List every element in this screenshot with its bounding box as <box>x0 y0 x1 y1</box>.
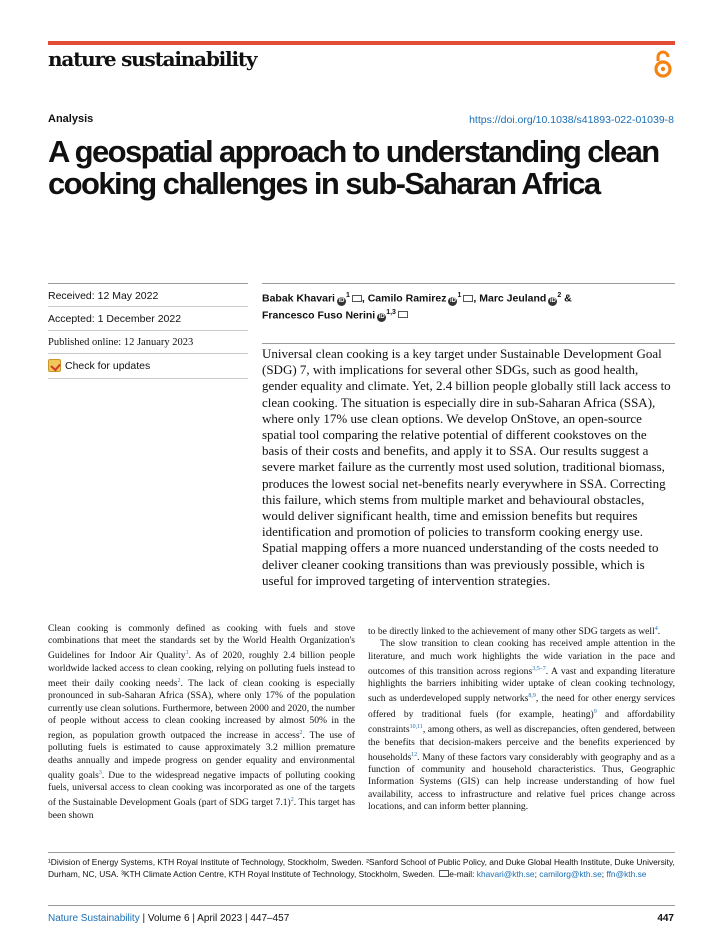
divider <box>48 330 248 331</box>
citation-ref[interactable]: 9 <box>593 708 597 715</box>
affiliation-ref: 2 <box>557 292 562 299</box>
citation-ref[interactable]: 2 <box>290 797 294 804</box>
journal-footer: Nature Sustainability | Volume 6 | April 2023 | 447–457 <box>48 913 290 924</box>
email-link[interactable]: camilorg@kth.se <box>539 869 602 879</box>
citation-ref[interactable]: 2 <box>177 678 181 684</box>
received-date: Received: 12 May 2022 <box>48 290 159 302</box>
orcid-icon[interactable]: iD <box>338 297 345 304</box>
divider <box>48 283 248 284</box>
citation-ref[interactable]: 8,9 <box>528 693 536 700</box>
affiliation-ref: 1 <box>345 292 350 299</box>
email-icon[interactable] <box>463 295 473 302</box>
orcid-icon[interactable]: iD <box>378 314 385 320</box>
citation-ref[interactable]: 3 <box>98 769 102 776</box>
email-icon[interactable] <box>398 311 408 318</box>
email-icon <box>439 870 449 877</box>
page-number: 447 <box>657 913 674 924</box>
top-accent-bar <box>48 41 675 45</box>
body-paragraph: Clean cooking is commonly defined as cooking with fuels and stove combinations that meet the standards set by the World Health Organization's Guidelines for Indoor Air Quality$^1$. As of 2020, roughly 2.4 billion people worldwide lacked access to clean cooking, relying on polluting fuels instead to meet their daily cooking needs$^2$. The lack of clean cooking is especially pronounced in sub-Saharan Africa (SSA), where only 17% of the population currently use clean solutions. Furthermore, between 2000 and 2020, the number of people without access to clean cooking increased by almost 50% in the region, as population growth outpaced the increase in access$^2$. The use of polluting fuels is estimated to cause approximately 3.2 million premature deaths annually and impede progress on gender equality and environmental quality goals$^3$. Due to the widespread negative impacts of polluting cooking fuels, universal access to clean cooking was incorporated as one of the targets of the Sustainable Development Goals (part of SDG target 7.1)$^2$. This target has been shown <box>48 623 356 821</box>
article-type: Analysis <box>48 113 94 125</box>
divider <box>48 852 675 853</box>
article-title: A geospatial approach to understanding clean cooking challenges in sub-Saharan Africa <box>48 134 659 201</box>
orcid-icon[interactable]: iD <box>549 297 556 304</box>
journal-footer-name[interactable]: Nature Sustainability <box>48 913 140 924</box>
abstract: Universal clean cooking is a key target under Sustainable Development Goal (SDG) 7, with implications for several other SDGs, such as good health, gender equality and climate. Yet, 2.4 billion people globally still lack access to clean cooking. The situation is especially dire in sub-Saharan Africa (SSA), where only 17% use clean options. We develop OnStove, an open-source spatial tool comparing the relative potential of different cookstoves on the basis of their costs and benefits, and apply it to SSA. Our results suggest a severe market failure as the currently most used solution, traditional biomass, produces the lowest social net-benefits nearly everywhere in SSA. Correcting this failure, which stems from multiple market and behavioural obstacles, would deliver significant health, time and emission benefits but requires identification and promotion of policies to transform cooking energy use. Spatial mapping offers a more nuanced understanding of the costs needed to deliver cleaner cooking transitions than was previously possible, which is useful for improved targeting of intervention strategies. <box>262 346 671 588</box>
author-name[interactable]: Babak Khavari <box>262 292 335 305</box>
email-link[interactable]: khavari@kth.se <box>476 869 535 879</box>
affiliation-ref: 1,3 <box>386 308 396 316</box>
body-paragraph: to be directly linked to the achievement of many other SDG targets as well$^4$. <box>368 626 661 638</box>
accepted-date: Accepted: 1 December 2022 <box>48 313 182 325</box>
author-name[interactable]: Camilo Ramirez <box>367 292 447 305</box>
body-paragraph: The slow transition to clean cooking has received ample attention in the literature, and much work highlights the wide variation in the pace and outcomes of this transition across regions$^{3,5-7}$. A vast and expanding literature highlights the barriers inhibiting wider uptake of clean cooking technology, such as underdeveloped supply networks$^{8,9}$, the need for other energy services offered by traditional fuels (for example, heating)$^9$ and affordability constraints$^{10,11}$, among others, as well as discrepancies, often gendered, between the benefits that decision-makers perceive and the benefits experienced by households$^{12}$. Many of these factors vary considerably with geography and as a function of community and household characteristics. Thus, Geographic Information Systems (GIS) can help increase understanding of how fuel availability, access to infrastructure and relative fuel prices change across locations, and can inform better planning. <box>368 638 675 812</box>
divider <box>48 905 675 906</box>
divider <box>48 306 248 307</box>
open-access-icon <box>652 49 674 79</box>
citation-ref[interactable]: 4 <box>654 626 658 632</box>
affiliation-ref: 1 <box>457 292 462 299</box>
citation-ref[interactable]: 3,5–7 <box>532 665 546 672</box>
affiliations-text: ¹Division of Energy Systems, KTH Royal Institute of Technology, Stockholm, Sweden. ²Sanford School of Public Policy, and Duke Global Health Institute, Duke University, Durham, NC, USA. ³KTH Climate Action Centre, KTH Royal Institute of Technology, Stockholm, Sweden. <box>48 857 675 879</box>
published-date: Published online: 12 January 2023 <box>48 337 194 348</box>
body-column-right <box>368 623 675 813</box>
journal-logo: nature sustainability <box>48 47 257 71</box>
citation-ref[interactable]: 2 <box>299 730 303 736</box>
citation-ref[interactable]: 1 <box>185 650 189 657</box>
check-updates-label: Check for updates <box>65 359 151 372</box>
affiliations-footnote: ¹Division of Energy Systems, KTH Royal Institute of Technology, Stockholm, Sweden. ²Sanford School of Public Policy, and Duke Global Health Institute, Duke University, Durham, NC, USA. ³KTH Climate Action Centre, KTH Royal Institute of Technology, Stockholm, Sweden. e-mail: khavari@kth.se; camilorg@kth.se; ffn@kth.se <box>48 857 675 879</box>
check-updates-button[interactable] <box>48 359 150 372</box>
author-name[interactable]: Marc Jeuland <box>479 292 547 305</box>
citation-ref[interactable]: 12 <box>411 751 418 758</box>
body-column-left <box>48 623 355 822</box>
divider <box>48 378 248 379</box>
author-list: Babak Khavari $iD^1$ , Camilo Ramirez $iD^1$ , Marc Jeuland $iD^2$ & Francesco Fuso Nerini iD$^{1,3}$ <box>262 292 572 321</box>
divider <box>262 283 675 284</box>
check-updates-icon <box>48 359 61 372</box>
divider <box>48 353 248 354</box>
author-name[interactable]: Francesco Fuso Nerini <box>262 309 376 321</box>
email-link[interactable]: ffn@kth.se <box>606 869 647 879</box>
email-icon[interactable] <box>352 295 362 302</box>
doi-link[interactable]: https://doi.org/10.1038/s41893-022-01039-8 <box>469 114 674 126</box>
orcid-icon[interactable]: iD <box>449 297 456 304</box>
divider <box>262 343 675 344</box>
citation-ref[interactable]: 10,11 <box>409 724 423 731</box>
